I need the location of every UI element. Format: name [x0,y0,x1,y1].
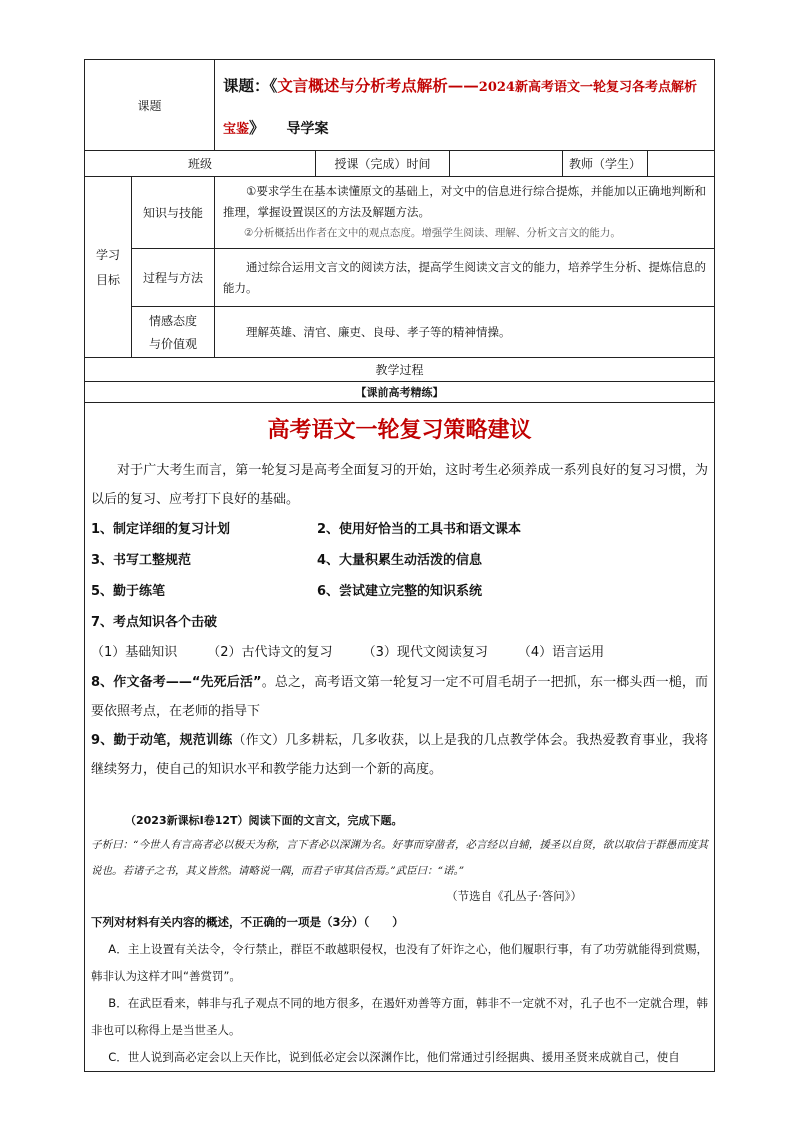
exam-section [91,810,708,1071]
content-row [85,403,715,1072]
goal-text-attitude [215,307,715,358]
teacher-label: 教师（学生） [563,151,648,177]
tip-7 [91,607,708,638]
tip-2: 2、使用好恰当的工具书和语文课本 [317,522,522,537]
exam-option-b: B．在武臣看来，韩非与孔子观点不同的地方很多，在遏奸劝善等方面，韩非不一定就不对，孔子也不一定就合理，韩非也可以称得上是当世圣人。 [91,996,709,1037]
goal-knowledge-line-1: ①要求学生在基本读懂原文的基础上，对文中的信息进行综合提炼，并能加以正确地判断和推理，掌握设置误区的方法及解题方法。 [223,184,707,219]
tip-6: 6、尝试建立完整的知识系统 [317,584,483,599]
tip-7-sub-2: （2）古代诗文的复习 [207,645,333,660]
tips-row-2 [91,545,708,576]
goal-label-attitude [132,307,215,358]
tip-9 [91,726,708,784]
tip-8-bold: 8、作文备考——“先死后活” [91,675,262,690]
tip-7-sub-4: （4）语言运用 [517,645,605,660]
goal-label-attitude-1: 情感态度 [149,314,198,328]
tips-row-3 [91,576,708,607]
topic-row [85,60,715,151]
tip-8-rest: 。总之，高考语文第一轮复习一定不可眉毛胡子一把抓，东一榔头西一槌，而要依照考点，在老师的指导下 [91,675,709,719]
time-label: 授课（完成）时间 [316,151,450,177]
tip-7-text: 7、考点知识各个击破 [91,615,218,630]
content-cell [85,403,715,1072]
tip-1: 1、制定详细的复习计划 [91,522,231,537]
exam-source: （节选自《孔丛子·答问》） [446,889,583,903]
goal-row-process [85,249,715,307]
info-row [85,151,715,177]
process-subtitle-row [85,382,715,403]
goals-section-label-1: 学习 [95,248,120,262]
process-subtitle: 【课前高考精练】 [85,382,715,403]
tip-3: 3、书写工整规范 [91,553,192,568]
tip-5: 5、勤于练笔 [91,584,166,599]
intro-paragraph: 对于广大考生而言，第一轮复习是高考全面复习的开始，这时考生必须养成一系列良好的复习习惯，为以后的复习、应考打下良好的基础。 [91,463,709,507]
tip-4: 4、大量积累生动活泼的信息 [317,553,483,568]
goal-knowledge-line-2: ②分析概括出作者在文中的观点态度。增强学生阅读、理解、分析文言文的能力。 [244,227,621,239]
goal-label-attitude-2: 与价值观 [149,337,198,351]
strategy-title: 高考语文一轮复习策略建议 [267,417,532,443]
goal-row-knowledge [85,177,715,249]
tip-7-subs [91,638,708,668]
goal-label-knowledge: 知识与技能 [132,177,215,249]
goal-text-knowledge [215,177,715,249]
title-close: 》 [249,118,265,137]
tip-9-bold: 9、勤于动笔，规范训练 [91,733,233,748]
class-label: 班级 [85,151,316,177]
exam-heading: （2023新课标Ⅰ卷12T）阅读下面的文言文，完成下题。 [125,814,403,827]
goals-section-label [85,177,132,358]
tip-8 [91,668,708,726]
exam-question: 下列对材料有关内容的概述，不正确的一项是（3分）（ ） [91,915,404,929]
tip-7-sub-1: （1）基础知识 [91,645,178,660]
goal-process-line-1: 通过综合运用文言文的阅读方法，提高学生阅读文言文的能力，培养学生分析、提炼信息的能力。 [223,259,707,295]
topic-label: 课题 [85,60,215,151]
topic-title [215,60,715,151]
time-value[interactable] [450,151,563,177]
goals-section-label-2: 目标 [95,273,120,287]
teacher-value[interactable] [648,151,715,177]
exam-option-c: C．世人说到高必定会以上天作比，说到低必定会以深渊作比，他们常通过引经据典、援用圣贤来成就自己，使自 [108,1050,680,1064]
goal-text-process [215,249,715,307]
title-red: 文言概述与分析考点解析—— [277,76,479,95]
goal-label-process: 过程与方法 [132,249,215,307]
title-lead: 课题：《 [223,76,278,95]
exam-option-a: A．主上设置有关法令，令行禁止，群臣不敢越职侵权，也没有了奸诈之心，他们履职行事，有了功劳就能得到赏赐，韩非认为这样才叫“善赏罚”。 [91,942,709,983]
tip-7-sub-3: （3）现代文阅读复习 [362,645,488,660]
process-title: 教学过程 [85,358,715,382]
goal-attitude-line-1: 理解英雄、清官、廉吏、良母、孝子等的精神情操。 [246,324,511,339]
exam-passage: 子析曰：“今世人有言高者必以极天为称，言下者必以深渊为名。好事而穿凿者，必言经以自辅，援圣以自贤，欲以取信于群愚而度其说也。若诸子之书，其义皆然。请略说一隅，而君子审其信否焉。”武臣曰：“诺。” [91,839,709,877]
process-title-row [85,358,715,382]
title-tail: 导学案 [286,121,329,137]
tips-row-1 [91,514,708,545]
title-red-small: 2024新高考语文一轮复习各考点解析宝鉴 [223,80,697,137]
tip-9-rest: （作文）几多耕耘，几多收获，以上是我的几点教学体会。我热爱教育事业，我将继续努力，使自己的知识水平和教学能力达到一个新的高度。 [91,733,709,777]
goal-row-attitude [85,307,715,358]
lesson-plan-table [84,59,715,1072]
